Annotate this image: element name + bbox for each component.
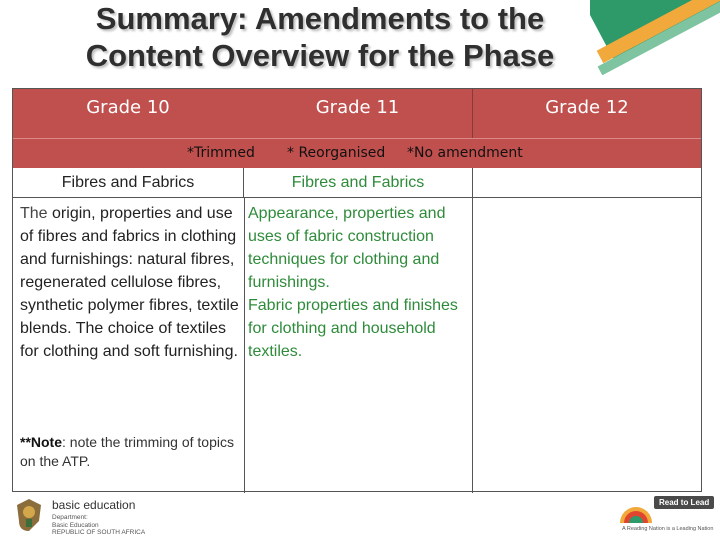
title-line-1: Summary: Amendments to the [95,1,545,36]
grade-11-para-1: Appearance, properties and uses of fabric construction techniques for clothing and furnishings. [248,205,446,291]
logo-name: basic education [52,498,136,512]
grade-11-para-2: Fabric properties and finishes for clothing and household textiles. [248,297,458,360]
grade-11-content [248,202,468,363]
column-divider [244,198,245,493]
logo-sub-1: Department: [52,514,88,521]
trimming-note [20,433,240,471]
legend-row [13,138,701,168]
amendments-table [12,88,702,492]
legend-no-amendment: *No amendment [407,145,523,161]
note-text: : note the trimming of topics on the ATP. [20,434,234,469]
rising-sun-icon [618,499,654,525]
header-grade-11: Grade 11 [243,89,472,138]
basic-education-logo [14,493,174,537]
grade-10-content [20,202,240,363]
note-label: **Note [20,434,63,450]
subheader-grade-12 [472,168,701,198]
subheader-grade-10: Fibres and Fabrics [13,168,244,198]
coat-of-arms-icon [14,497,44,533]
read-to-lead-badge: Read to Lead [654,496,714,509]
title-line-2: Content Overview for the Phase [85,38,555,73]
grade-10-lead: The [20,205,48,222]
logo-sub-2: Basic Education [52,521,99,529]
read-to-lead-tagline: A Reading Nation is a Leading Nation [622,526,714,532]
header-grade-12: Grade 12 [472,89,701,138]
legend-trimmed: *Trimmed [187,145,255,161]
slide-title [0,0,640,74]
header-grade-10: Grade 10 [13,89,243,138]
logo-subtext [52,514,162,537]
read-to-lead-logo [612,493,716,537]
column-divider [472,198,473,493]
subheader-grade-11: Fibres and Fabrics [244,168,472,198]
logo-sub-3: REPUBLIC OF SOUTH AFRICA [52,529,146,536]
legend-reorganised: * Reorganised [287,145,386,161]
grade-10-text: origin, properties and use of fibres and fabrics in clothing and furnishings: natural fibres, regenerated cellulose fibres, synthetic polymer fibres, textile blends. The choice of textiles for clothing and soft furnishing. [20,205,239,360]
